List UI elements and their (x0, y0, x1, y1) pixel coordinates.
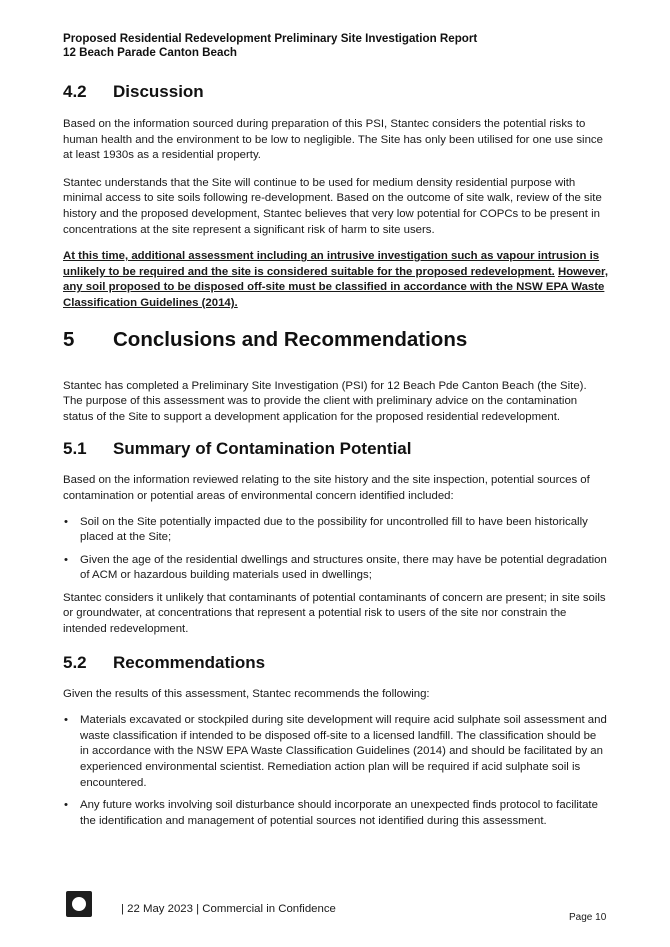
recommendations-intro: Given the results of this assessment, Stantec recommends the following: (63, 687, 430, 700)
section-5-2-heading (63, 652, 608, 674)
section-title: Summary of Contamination Potential (113, 439, 412, 459)
section-5-1-heading (63, 438, 608, 460)
page-header (63, 32, 623, 60)
summary-outro: Stantec considers it unlikely that contaminants of potential contaminants of concern are present; in site soils or groundwater, at concentrations that represent a potential risk to users of the site nor constrain the intended redevelopment. (63, 591, 606, 636)
section-number: 5.2 (63, 652, 87, 672)
page-number: Page 10 (569, 912, 607, 923)
section-5-heading (63, 327, 608, 353)
section-title: Conclusions and Recommendations (113, 327, 468, 351)
report-title: Proposed Residential Redevelopment Preliminary Site Investigation Report (63, 32, 478, 45)
summary-intro: Based on the information reviewed relating to the site history and the site inspection, potential sources of contamination or potential areas of environmental concern identified included: (63, 474, 590, 502)
contamination-sources-list (63, 515, 608, 584)
recommendations-list (63, 713, 608, 829)
stantec-logo-icon (66, 891, 92, 917)
footer-date-confidentiality: | 22 May 2023 | Commercial in Confidence (121, 903, 336, 915)
site-address: 12 Beach Parade Canton Beach (63, 46, 237, 59)
section-4-2-heading (63, 81, 608, 103)
discussion-paragraph-2: Stantec understands that the Site will continue to be used for medium density residential purpose with minimal access to site soils following re-development. Based on the outcome of site walk, review of the site history and the proposed development, Stantec believes that very low potential for COPCs to be present in concentrations at the site represent a significant risk of harm to site users. (63, 176, 602, 236)
logo-mark-icon (71, 896, 87, 912)
section-number: 4.2 (63, 82, 87, 101)
section-number: 5 (63, 327, 75, 351)
conclusion-statement: At this time, additional assessment including an intrusive investigation such as vapour intrusion is unlikely to be required and the site is considered suitable for the proposed redevelopment. (63, 250, 600, 278)
section-number: 5.1 (63, 439, 87, 459)
list-item: • Any future works involving soil disturbance should incorporate an unexpected finds protocol to facilitate the identification and management of potential sources not identified during this assessment. (63, 798, 608, 829)
disposal-statement: However, any soil proposed to be disposed off-site must be classified in accordance with the NSW EPA Waste Classification Guidelines (2014). (63, 265, 609, 309)
list-item: • Soil on the Site potentially impacted due to the possibility for uncontrolled fill to have been historically placed at the Site; (63, 515, 608, 546)
list-item: • Given the age of the residential dwellings and structures onsite, there may have be potential degradation of ACM or hazardous building materials used in dwellings; (63, 553, 608, 584)
discussion-paragraph-1: Based on the information sourced during preparation of this PSI, Stantec considers the potential risks to human health and the environment to be low to negligible. The Site has only been utilised for one use since at least 1930s as a residential property. (63, 118, 603, 162)
conclusions-paragraph: Stantec has completed a Preliminary Site Investigation (PSI) for 12 Beach Pde Canton Beach (the Site). The purpose of this assessment was to provide the client with preliminary advice on the contamination status of the Site to support a development application for the proposed residential redevelopment. (63, 379, 587, 423)
section-title: Recommendations (113, 652, 266, 672)
discussion-paragraph-3 (63, 249, 608, 311)
page-content (63, 78, 608, 829)
list-item: • Materials excavated or stockpiled during site development will require acid sulphate soil assessment and waste classification if intended to be disposed off-site to a licensed landfill. The classification should be in accordance with the NSW EPA Waste Classification Guidelines (2014) and should be facilitated by an experienced environmental scientist. Remediation action plan will be required if acid sulphate soil is encountered. (63, 713, 608, 791)
section-title: Discussion (113, 82, 204, 101)
